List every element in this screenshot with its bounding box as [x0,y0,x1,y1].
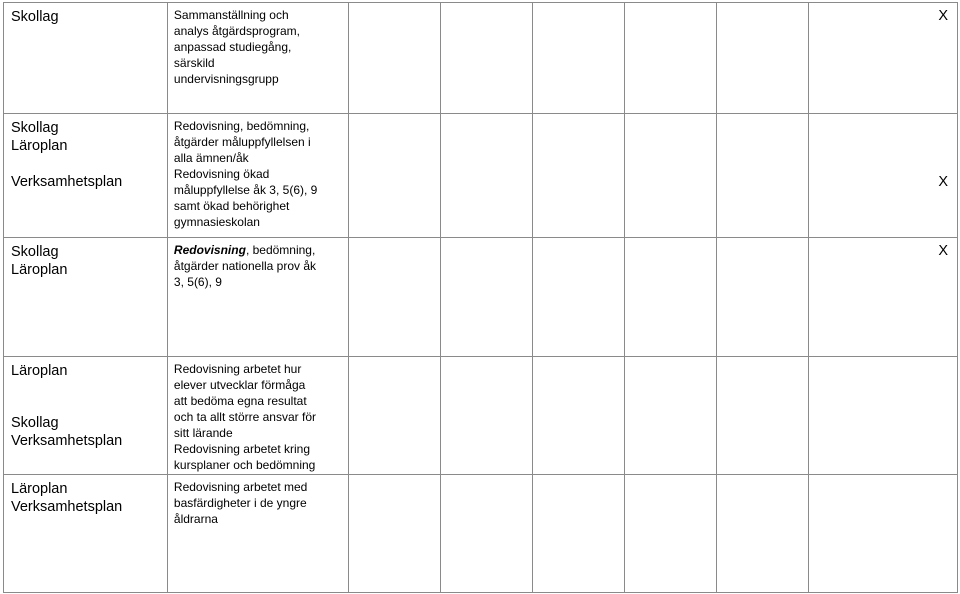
table-row [4,475,958,593]
description-line: anpassad studiegång, [173,40,292,54]
empty-cell [624,114,716,238]
plan-table [3,2,958,593]
empty-cell [348,3,440,114]
empty-cell [624,475,716,593]
empty-cell [532,475,624,593]
description-line: måluppfyllelse åk 3, 5(6), 9 [173,183,318,197]
description-cell [167,475,348,593]
description-line: basfärdigheter i de yngre [173,496,307,510]
description-line: och ta allt större ansvar för [173,410,316,424]
source-label: Skollag [11,244,59,260]
source-cell [4,475,168,593]
description-line: Sammanställning och [173,8,289,22]
source-cell [4,114,168,238]
table-row [4,357,958,475]
description-line: att bedöma egna resultat [173,394,307,408]
empty-cell [716,238,808,357]
description-line: kursplaner och bedömning [173,458,316,472]
description-cell [167,238,348,357]
empty-cell [532,3,624,114]
mark-cell [808,3,957,114]
empty-cell [532,114,624,238]
mark-cell [808,357,957,475]
empty-cell [532,357,624,475]
empty-cell [440,357,532,475]
source-label: Skollag [11,9,59,25]
mark-x: X [938,8,948,24]
source-label: Verksamhetsplan [11,433,123,449]
description-line: åtgärder måluppfyllelsen i [173,135,311,149]
empty-cell [440,475,532,593]
description-line: gymnasieskolan [173,215,260,229]
empty-cell [348,238,440,357]
table-row [4,3,958,114]
description-line: elever utvecklar förmåga [173,378,306,392]
description-line: åldrarna [173,512,218,526]
description-line: Redovisning arbetet kring [173,442,310,456]
description-line: 3, 5(6), 9 [173,275,222,289]
table-row [4,238,958,357]
description-line: analys åtgärdsprogram, [173,24,300,38]
empty-cell [440,114,532,238]
source-label: Läroplan [11,262,68,278]
mark-x: X [938,243,948,259]
mark-cell [808,114,957,238]
description-line: samt ökad behörighet [173,199,290,213]
empty-cell [348,114,440,238]
empty-cell [532,238,624,357]
empty-cell [348,357,440,475]
description-emphasis: Redovisning [173,243,246,257]
source-label: Skollag [11,415,59,431]
description-line: Redovisning arbetet med [173,480,308,494]
empty-cell [348,475,440,593]
description-line: Redovisning arbetet hur [173,362,302,376]
description-line: undervisningsgrupp [173,72,279,86]
source-label: Skollag [11,120,59,136]
description-cell [167,3,348,114]
empty-cell [716,357,808,475]
source-label: Läroplan [11,481,68,497]
empty-cell [624,238,716,357]
table-row [4,114,958,238]
description-cell [167,114,348,238]
source-label: Verksamhetsplan [11,499,123,515]
description-line: sitt lärande [173,426,233,440]
empty-cell [716,114,808,238]
description-line: , bedömning, [245,243,316,257]
mark-cell [808,238,957,357]
mark-cell [808,475,957,593]
empty-cell [440,3,532,114]
mark-x: X [938,174,948,190]
empty-cell [440,238,532,357]
description-line: alla ämnen/åk [173,151,249,165]
description-line: Redovisning ökad [173,167,270,181]
source-cell [4,3,168,114]
empty-cell [624,357,716,475]
source-label: Läroplan [11,363,68,379]
empty-cell [716,475,808,593]
description-line: särskild [173,56,215,70]
empty-cell [624,3,716,114]
description-cell [167,357,348,475]
source-label: Verksamhetsplan [11,174,123,190]
source-label: Läroplan [11,138,68,154]
description-line: åtgärder nationella prov åk [173,259,317,273]
source-cell [4,238,168,357]
source-cell [4,357,168,475]
description-line: Redovisning, bedömning, [173,119,310,133]
empty-cell [716,3,808,114]
